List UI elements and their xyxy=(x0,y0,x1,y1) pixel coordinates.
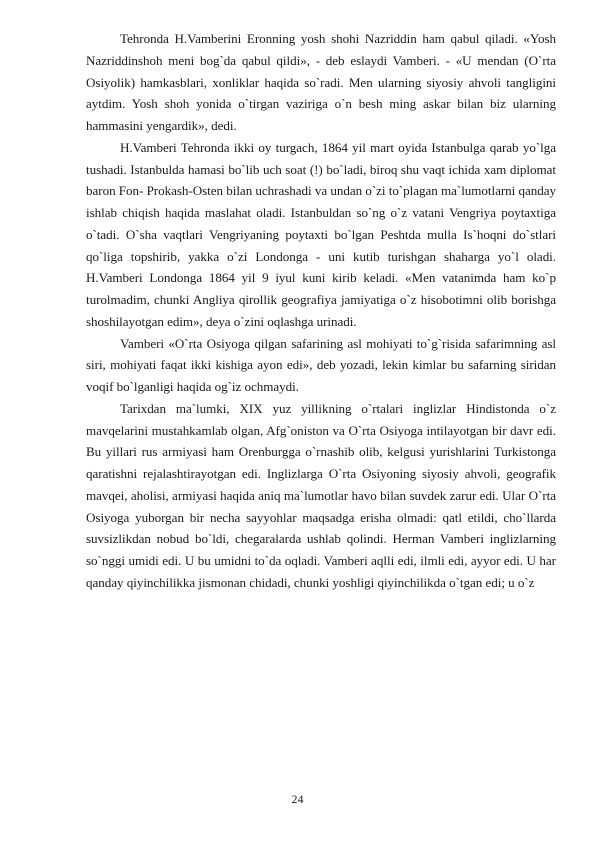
body-text xyxy=(86,28,556,594)
paragraph-1: Tehronda H.Vamberini Eronning yosh shohi Nazriddin ham qabul qiladi. «Yosh Nazriddinshoh meni bog`da qabul qildi», - deb eslaydi Vamberi. - «U mendan (O`rta Osiyolik) hamkasblari, xonliklar haqida so`radi. Men ularning siyosiy ahvoli tangligini aytdim. Yosh shoh yonida o`tirgan vaziriga o`n besh ming askar bilan biz ularning hammasini yengardik», dedi. xyxy=(86,31,556,133)
page-number: 24 xyxy=(291,792,304,806)
paragraph-2: H.Vamberi Tehronda ikki oy turgach, 1864 yil mart oyida Istanbulga qarab yo`lga tushadi. Istanbulda hamasi bo`lib uch soat (!) bo`ladi, biroq shu vaqt ichida xam diplomat baron Fon- Prokash-Osten bilan uchrashadi va undan o`zi to`plagan ma`lumotlarni qanday ishlab chiqish haqida maslahat oladi. Istanbuldan so`ng o`z vatani Vengriya poytaxtiga o`tadi. O`sha vaqtlari Vengriyaning poytaxti bo`lgan Peshtda mulla Is`hoqni do`stlari qo`liga topshirib, yakka o`zi Londonga - uni kutib turishgan shaharga yo`l oladi. H.Vamberi Londonga 1864 yil 9 iyul kuni kirib keladi. «Men vatanimda ham ko`p turolmadim, chunki Angliya qirollik geografiya jamiyatiga o`z hisobotimni olib borishga shoshilayotgan edim», deya o`zini oqlashga urinadi. xyxy=(86,139,556,329)
paragraph-3: Vamberi «O`rta Osiyoga qilgan safarining asl mohiyati to`g`risida safarimning asl siri, mohiyati faqat ikki kishiga ayon edi», deb yozadi, lekin kimlar bu safarning siridan voqif bo`lganligi haqida og`iz ochmaydi. xyxy=(86,335,556,394)
paragraph-4: Tarixdan ma`lumki, XIX yuz yillikning o`rtalari inglizlar Hindistonda o`z mavqelarini mustahkamlab olgan, Afg`oniston va O`rta Osiyoga intilayotgan bir davr edi. Bu yillari rus armiyasi ham Orenburgga o`rnashib olib, kelgusi yurishlarini Turkistonga qaratishni rejalashtirayotgan edi. Inglizlarga O`rta Osiyoning siyosiy ahvoli, geografik mavqei, aholisi, armiyasi haqida aniq ma`lumotlar havo bilan suvdek zarur edi. Ular O`rta Osiyoga yuborgan bir necha sayyohlar maqsadga erisha olmadi: qatl etildi, cho`llarda suvsizlikdan nobud bo`ldi, chegaralarda ushlab qolindi. Herman Vamberi inglizlarning so`nggi umidi edi. U bu umidni to`da oqladi. Vamberi aqlli edi, ilmli edi, ayyor edi. U har qanday qiyinchilikka jismonan chidadi, chunki yoshligi qiyinchilikda o`tgan edi; u o`z xyxy=(86,400,556,590)
